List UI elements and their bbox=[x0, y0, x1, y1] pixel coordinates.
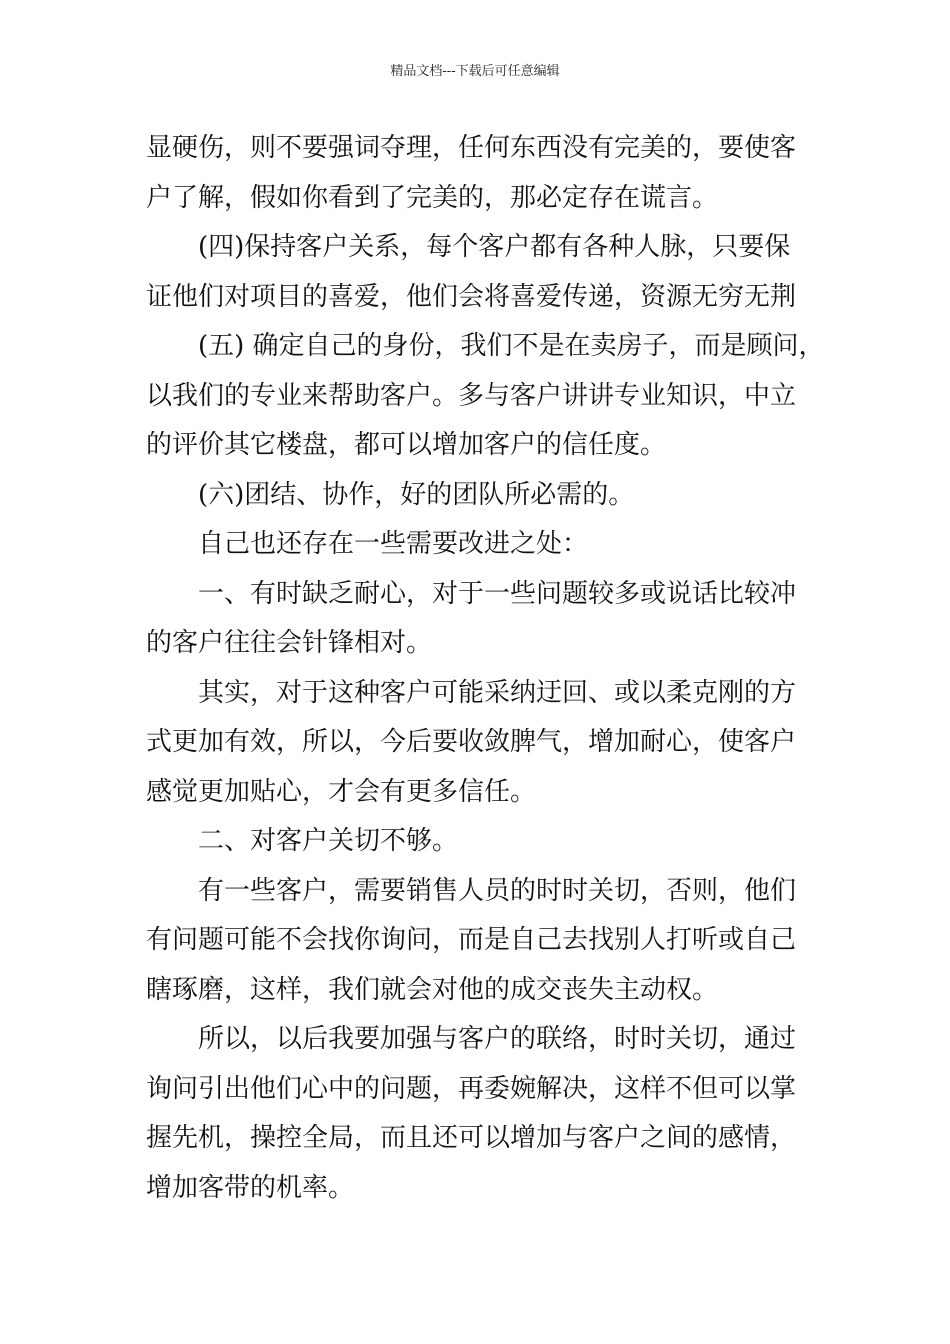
text-line: (四)保持客户关系，每个客户都有各种人脉，只要保 bbox=[198, 232, 791, 262]
text-line: 以我们的专业来帮助客户。多与客户讲讲专业知识，中立 bbox=[146, 380, 797, 411]
text-line: 一、有时缺乏耐心，对于一些问题较多或说话比较冲 bbox=[198, 578, 797, 609]
text-line: 询问引出他们心中的问题，再委婉解决，这样不但可以掌 bbox=[146, 1073, 797, 1104]
text-line: 其实，对于这种客户可能采纳迂回、或以柔克刚的方 bbox=[198, 677, 797, 708]
text-line: (五) 确定自己的身份，我们不是在卖房子，而是顾问， bbox=[198, 331, 825, 361]
text-line: 增加客带的机率。 bbox=[146, 1172, 355, 1203]
text-line: 的评价其它楼盘，都可以增加客户的信任度。 bbox=[146, 430, 667, 460]
text-line: 二、对客户关切不够。 bbox=[198, 826, 459, 856]
text-line: 瞎琢磨，这样，我们就会对他的成交丧失主动权。 bbox=[146, 974, 719, 1005]
text-line: 所以，以后我要加强与客户的联络，时时关切，通过 bbox=[198, 1024, 797, 1054]
text-line: 证他们对项目的喜爱，他们会将喜爱传递，资源无穷无荆 bbox=[146, 281, 797, 312]
text-line: 自己也还存在一些需要改进之处： bbox=[198, 529, 589, 559]
text-line: 的客户往往会针锋相对。 bbox=[146, 628, 433, 658]
text-line: 有一些客户，需要销售人员的时时关切，否则，他们 bbox=[198, 875, 797, 906]
document-body bbox=[146, 124, 825, 1213]
text-line: 式更加有效，所以，今后要收敛脾气，增加耐心，使客户 bbox=[146, 727, 797, 757]
text-line: (六)团结、协作，好的团队所必需的。 bbox=[198, 479, 635, 510]
text-line: 感觉更加贴心，才会有更多信任。 bbox=[146, 776, 537, 807]
text-line: 户了解，假如你看到了完美的，那必定存在谎言。 bbox=[146, 182, 719, 213]
text-line: 有问题可能不会找你询问，而是自己去找别人打听或自己 bbox=[146, 925, 797, 955]
text-line: 握先机，操控全局，而且还可以增加与客户之间的感情， bbox=[146, 1123, 797, 1153]
text-line: 显硬伤，则不要强词夺理，任何东西没有完美的，要使客 bbox=[146, 133, 797, 163]
page-header: 精品文档---下载后可任意编辑 bbox=[390, 64, 560, 79]
